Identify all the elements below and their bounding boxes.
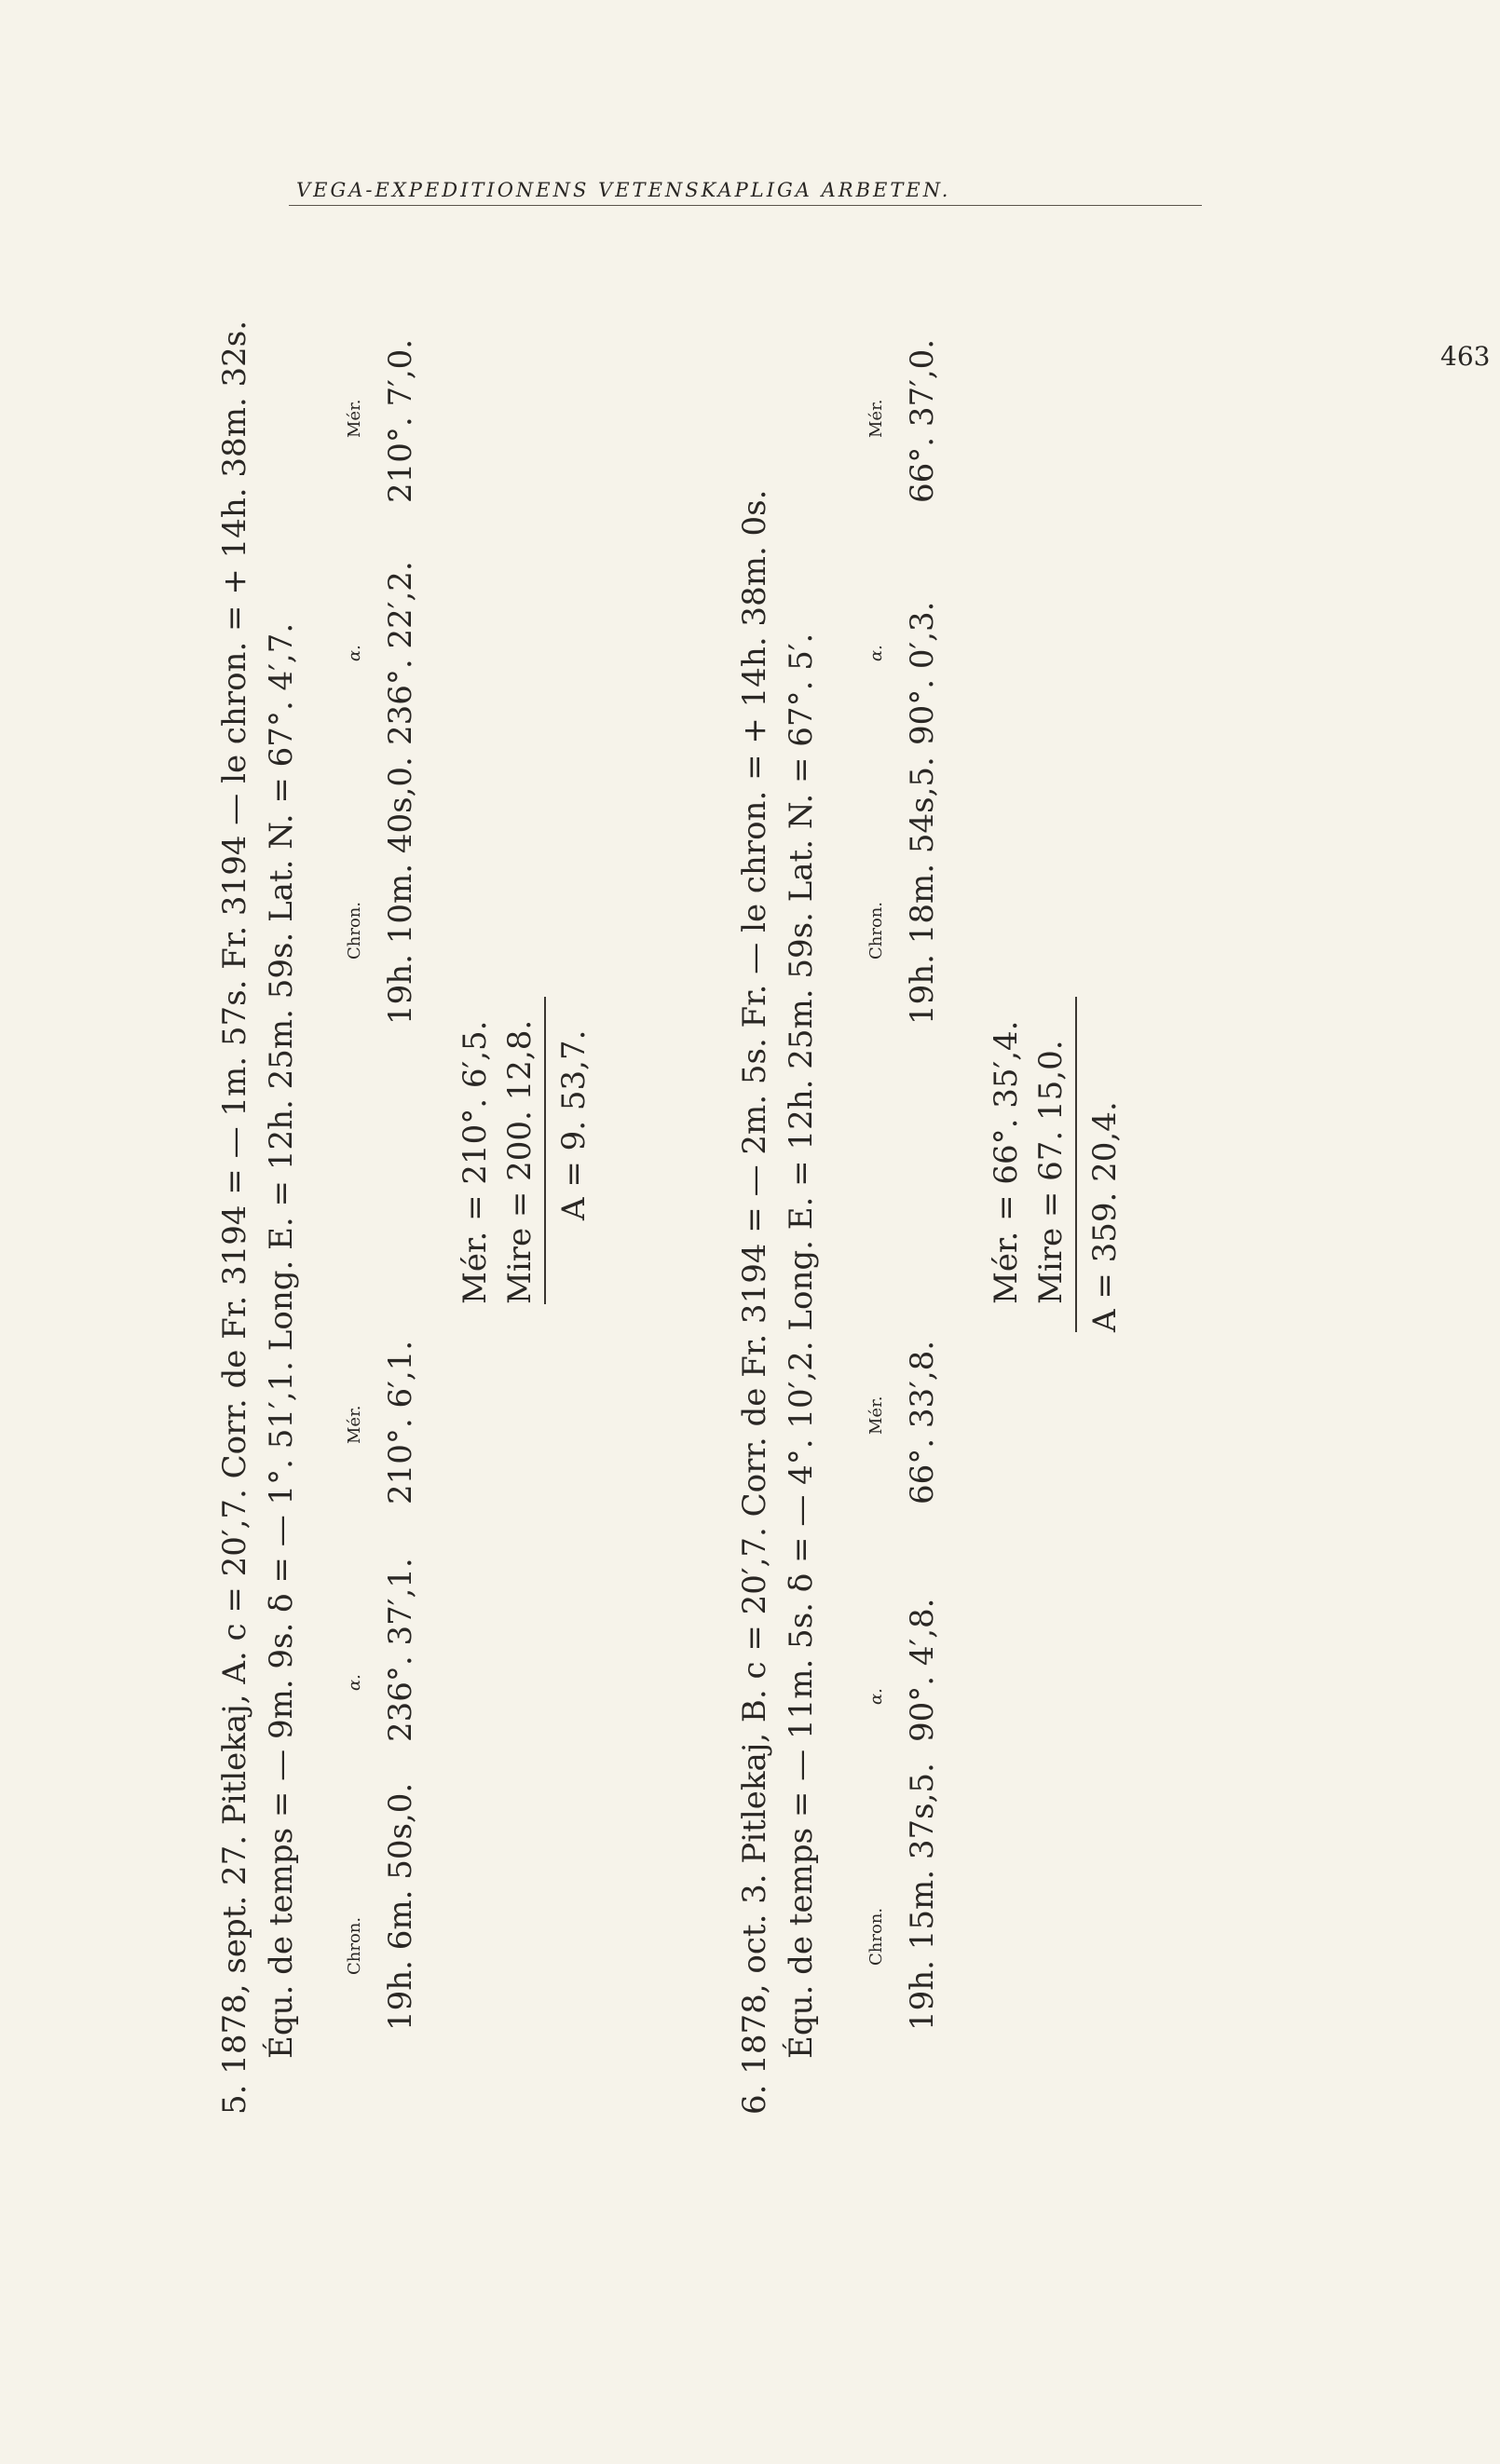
- obs5-set2-chron: 19h. 10m. 40s,0.: [382, 756, 419, 1025]
- obs6-equation-line: Équ. de temps = — 11m. 5s. δ = — 4°. 10′,2. Long. E. = 12h. 25m. 59s. Lat. N. = 67°. 5′.: [783, 633, 820, 2059]
- obs5-set1-alpha: 236°. 37′,1.: [382, 1558, 419, 1742]
- obs5-set2-mer: 210°. 7′,0.: [382, 338, 419, 503]
- header-rule: [289, 205, 1202, 206]
- obs5-set1-chron: 19h. 6m. 50s,0.: [382, 1782, 419, 2031]
- obs5-set2-alpha-label: α.: [345, 645, 364, 661]
- obs5-set2-alpha: 236°. 22′,2.: [382, 561, 419, 745]
- page-number: 463: [1440, 341, 1491, 372]
- obs5-azimuth: A = 9. 53,7.: [555, 1029, 593, 1220]
- obs6-set2-mer: 66°. 37′,0.: [904, 338, 941, 503]
- obs6-heading-line: 6. 1878, oct. 3. Pitlekaj, B. c = 20′,7. Corr. de Fr. 3194 = — 2m. 5s. Fr. — le chron. = + 14h. 38m. 0s.: [736, 489, 773, 2115]
- obs5-mer-result: Mér. = 210°. 6′,5.: [457, 1020, 494, 1304]
- obs6-set2-mer-label: Mér.: [866, 399, 886, 438]
- obs5-set1-chron-label: Chron.: [345, 1916, 364, 1975]
- running-header: [270, 173, 1491, 372]
- obs6-set1-alpha: 90°. 4′,8.: [904, 1598, 941, 1742]
- obs5-result-rule: [544, 997, 546, 1304]
- obs5-set1-mer: 210°. 6′,1.: [382, 1340, 419, 1504]
- obs6-set1-chron-label: Chron.: [866, 1907, 886, 1966]
- obs6-set2-alpha-label: α.: [866, 645, 886, 661]
- obs6-set1-mer-label: Mér.: [866, 1395, 886, 1435]
- obs5-mire-result: Mire = 200. 12,8.: [501, 1019, 539, 1304]
- obs5-equation-line: Équ. de temps = — 9m. 9s. δ = — 1°. 51′,1. Long. E. = 12h. 25m. 59s. Lat. N. = 67°. 4′,7.: [263, 622, 300, 2059]
- rotated-page-body: [205, 242, 1267, 2115]
- obs6-set1-alpha-label: α.: [866, 1688, 886, 1705]
- obs5-set1-mer-label: Mér.: [345, 1405, 364, 1444]
- header-title: VEGA-EXPEDITIONENS VETENSKAPLIGA ARBETEN.: [296, 179, 951, 201]
- obs5-set2-chron-label: Chron.: [345, 901, 364, 960]
- obs6-mer-result: Mér. = 66°. 35′,4.: [988, 1020, 1025, 1304]
- obs6-set1-mer: 66°. 33′,8.: [904, 1340, 941, 1504]
- obs5-set1-alpha-label: α.: [345, 1674, 364, 1691]
- obs6-set2-chron: 19h. 18m. 54s,5.: [904, 756, 941, 1025]
- obs6-mire-result: Mire = 67. 15,0.: [1032, 1040, 1070, 1304]
- obs6-set2-alpha: 90°. 0′,3.: [904, 601, 941, 745]
- obs6-result-rule: [1075, 997, 1077, 1332]
- obs5-set2-mer-label: Mér.: [345, 399, 364, 438]
- obs6-azimuth: A = 359. 20,4.: [1086, 1101, 1124, 1332]
- obs6-set1-chron: 19h. 15m. 37s,5.: [904, 1763, 941, 2031]
- obs5-heading-line: 5. 1878, sept. 27. Pitlekaj, A. c = 20′,7. Corr. de Fr. 3194 = — 1m. 57s. Fr. 3194 — le chron. = + 14h. 38m. 32s.: [216, 320, 253, 2115]
- obs6-set2-chron-label: Chron.: [866, 901, 886, 960]
